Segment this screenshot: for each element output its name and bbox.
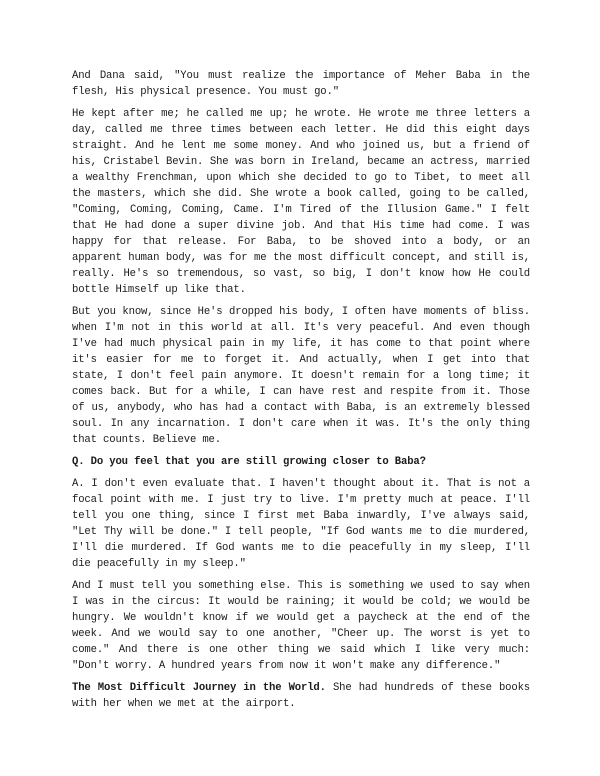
footnote-paragraph [72, 680, 530, 712]
document-page [72, 68, 530, 718]
paragraph-letters: He kept after me; he called me up; he wrote. He wrote me three letters a day, called me three times between each letter. He did this eight days straight. And he lent me some money. And who joined us, but a friend of his, Cristabel Bevin. She was born in Ireland, became an actress, married a wealthy Frenchman, upon which she decided to go to Tibet, to meet all the masters, which she did. She wrote a book called, going to be called, "Coming, Coming, Coming, Came. I'm Tired of the Illusion Game." I felt that He had done a super divine job. And that His time had come. I was happy for that release. For Baba, to be shoved into a body, or an apparent human body, was for me the most difficult concept, and still is, really. He's so tremendous, so vast, so big, I don't know how He could bottle Himself up like that. [72, 108, 530, 296]
answer-paragraph-2: And I must tell you something else. This is something we used to say when I was in the circus: It would be raining; it would be cold; we would be hungry. We wouldn't know if we would get a paycheck at the end of the week. And we would say to one another, "Cheer up. The worst is yet to come." And there is one other thing we said which I like very much: "Don't worry. A hundred years from now it won't make any difference." [72, 580, 530, 672]
interview-question: Q. Do you feel that you are still growing closer to Baba? [72, 456, 426, 468]
footnote-text: She had hundreds of these books with her when we met at the airport. [72, 682, 530, 710]
footnote-book-title: The Most Difficult Journey in the World. [72, 682, 326, 694]
paragraph-dana-quote: And Dana said, "You must realize the importance of Meher Baba in the flesh, His physical presence. You must go." [72, 70, 530, 98]
paragraph-bliss: But you know, since He's dropped his body, I often have moments of bliss. when I'm not in this world at all. It's very peaceful. And even though I've had much physical pain in my life, it has come to that point where it's easier for me to forget it. And actually, when I get into that state, I don't feel pain anymore. It doesn't remain for a long time; it comes back. But for a while, I can have rest and respite from it. Those of us, anybody, who has had a contact with Baba, is an extremely blessed soul. In any incarnation. I don't care when it was. It's the only thing that counts. Believe me. [72, 306, 530, 446]
answer-paragraph-1: A. I don't even evaluate that. I haven't thought about it. That is not a focal point with me. I just try to live. I'm pretty much at peace. I'll tell you one thing, since I first met Baba inwardly, I've always said, "Let Thy will be done." I tell people, "If God wants me to die murdered, I'll die murdered. If God wants me to die peacefully in my sleep, I'll die peacefully in my sleep." [72, 478, 530, 570]
